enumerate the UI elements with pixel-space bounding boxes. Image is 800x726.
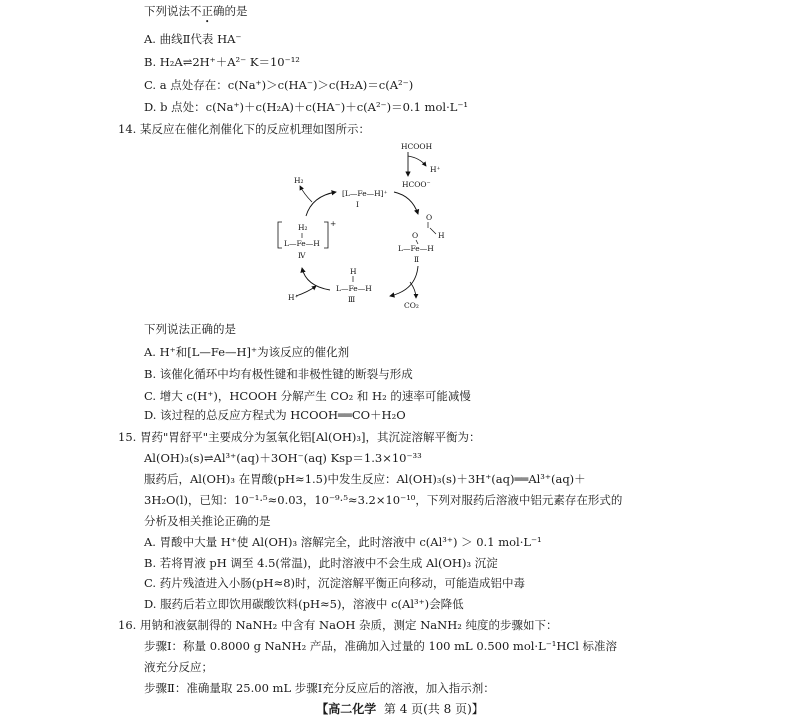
q15-stem-line-5: 分析及相关推论正确的是 [144, 514, 271, 528]
species-2-h: H [438, 231, 445, 240]
species-4-bracket-left [278, 222, 282, 248]
h2-label: H₂ [294, 176, 304, 185]
arrow-4-to-1 [306, 192, 336, 216]
species-1-formula: [L—Fe—H]⁺ [342, 189, 388, 198]
species-4-bracket-right [324, 222, 328, 248]
q15-option-a: A. 胃酸中大量 H⁺使 Al(OH)₃ 溶解完全，此时溶液中 c(Al³⁺) ＞ 0.1 mol·L⁻¹ [144, 535, 542, 549]
species-1-number: Ⅰ [356, 200, 359, 209]
q13-stem-emphasis: 不正确 [190, 4, 225, 18]
q14-option-d: D. 该过程的总反应方程式为 HCOOH══CO＋H₂O [144, 408, 406, 422]
q14-option-c: C. 增大 c(H⁺)，HCOOH 分解产生 CO₂ 和 H₂ 的速率可能减慢 [144, 389, 471, 403]
arrow-2-to-3 [390, 266, 418, 296]
q15-stem-line-1: 15. 胃药"胃舒平"主要成分为氢氧化铝[Al(OH)₃]，其沉淀溶解平衡为： [118, 430, 481, 444]
q14-stem2: 下列说法正确的是 [144, 322, 236, 336]
hplus-bottom-label: H⁺ [288, 293, 299, 302]
q14-option-a: A. H⁺和[L—Fe—H]⁺为该反应的催化剂 [144, 345, 350, 359]
q13-option-a: A. 曲线Ⅱ代表 HA⁻ [144, 32, 242, 46]
q15-option-b: B. 若将胃液 pH 调至 4.5(常温)，此时溶液中不会生成 Al(OH)₃ 沉淀 [144, 556, 498, 570]
q13-option-b: B. H₂A⇌2H⁺＋A²⁻ K＝10⁻¹² [144, 55, 300, 69]
q15-option-c: C. 药片残渣进入小肠(pH≈8)时，沉淀溶解平衡正向移动，可能造成铝中毒 [144, 576, 526, 590]
hcooh-label: HCOOH [401, 142, 433, 151]
hcoo-label: HCOO⁻ [402, 180, 431, 189]
q16-step-1-cont: 液充分反应； [144, 660, 213, 674]
species-4-h2: H₂ [298, 223, 308, 232]
hplus-release-arrow [408, 156, 426, 166]
arrow-3-to-4 [302, 268, 330, 290]
h2-release-arrow [300, 186, 312, 202]
species-2-fe: L—Fe—H [398, 244, 434, 253]
q16-step-2: 步骤Ⅱ：准确量取 25.00 mL 步骤Ⅰ充分反应后的溶液，加入指示剂： [144, 681, 495, 695]
footer-subject: 【高二化学 [316, 702, 377, 716]
q15-stem-line-4: 3H₂O(l)，已知：10⁻¹·⁵≈0.03，10⁻⁹·⁵≈3.2×10⁻¹⁰，下列对服药后溶液中铝元素存在形式的 [144, 493, 623, 507]
q15-stem-line-3: 服药后，Al(OH)₃ 在胃酸(pH≈1.5)中发生反应：Al(OH)₃(s)＋3H⁺(aq)══Al³⁺(aq)＋ [144, 472, 586, 486]
species-2-bond-ch [430, 228, 436, 234]
co2-label: CO₂ [404, 301, 419, 310]
species-2-o: O [426, 213, 433, 222]
species-4-number: Ⅳ [298, 251, 306, 260]
footer-page-number: 第 4 页(共 8 页)】 [383, 702, 484, 716]
q15-stem-line-2: Al(OH)₃(s)⇌Al³⁺(aq)＋3OH⁻(aq) Ksp＝1.3×10⁻³³ [144, 451, 422, 465]
q13-option-c: C. a 点处存在：c(Na⁺)＞c(HA⁻)＞c(H₂A)＝c(A²⁻) [144, 78, 414, 92]
species-3-fe: L—Fe—H [336, 284, 372, 293]
q14-option-b: B. 该催化循环中均有极性键和非极性键的断裂与形成 [144, 367, 413, 381]
q16-step-1: 步骤Ⅰ：称量 0.8000 g NaNH₂ 产品，准确加入过量的 100 mL 0.500 mol·L⁻¹HCl 标准溶 [144, 639, 618, 653]
hplus-top-label: H⁺ [430, 165, 441, 174]
q13-stem: 下列说法不正确的是 [144, 4, 248, 18]
hplus-uptake-arrow [296, 286, 316, 296]
species-2-o2: O [412, 231, 419, 240]
q16-stem-line-1: 16. 用钠和液氨制得的 NaNH₂ 中含有 NaOH 杂质，测定 NaNH₂ 纯度的步骤如下： [118, 618, 558, 632]
q14-stem: 14. 某反应在催化剂催化下的反应机理如图所示： [118, 122, 370, 136]
catalytic-cycle-diagram [270, 140, 470, 310]
species-4-charge: + [330, 219, 337, 228]
q15-option-d: D. 服药后若立即饮用碳酸饮料(pH≈5)，溶液中 c(Al³⁺)会降低 [144, 597, 464, 611]
species-3-number: Ⅲ [348, 295, 356, 304]
species-4-fe: L—Fe—H [284, 239, 320, 248]
species-2-number: Ⅱ [414, 255, 420, 264]
page-footer [0, 700, 800, 717]
q13-option-d: D. b 点处：c(Na⁺)＋c(H₂A)＋c(HA⁻)＋c(A²⁻)＝0.1 mol·L⁻¹ [144, 100, 469, 114]
species-3-h: H [350, 267, 357, 276]
arrow-1-to-2 [394, 192, 418, 214]
